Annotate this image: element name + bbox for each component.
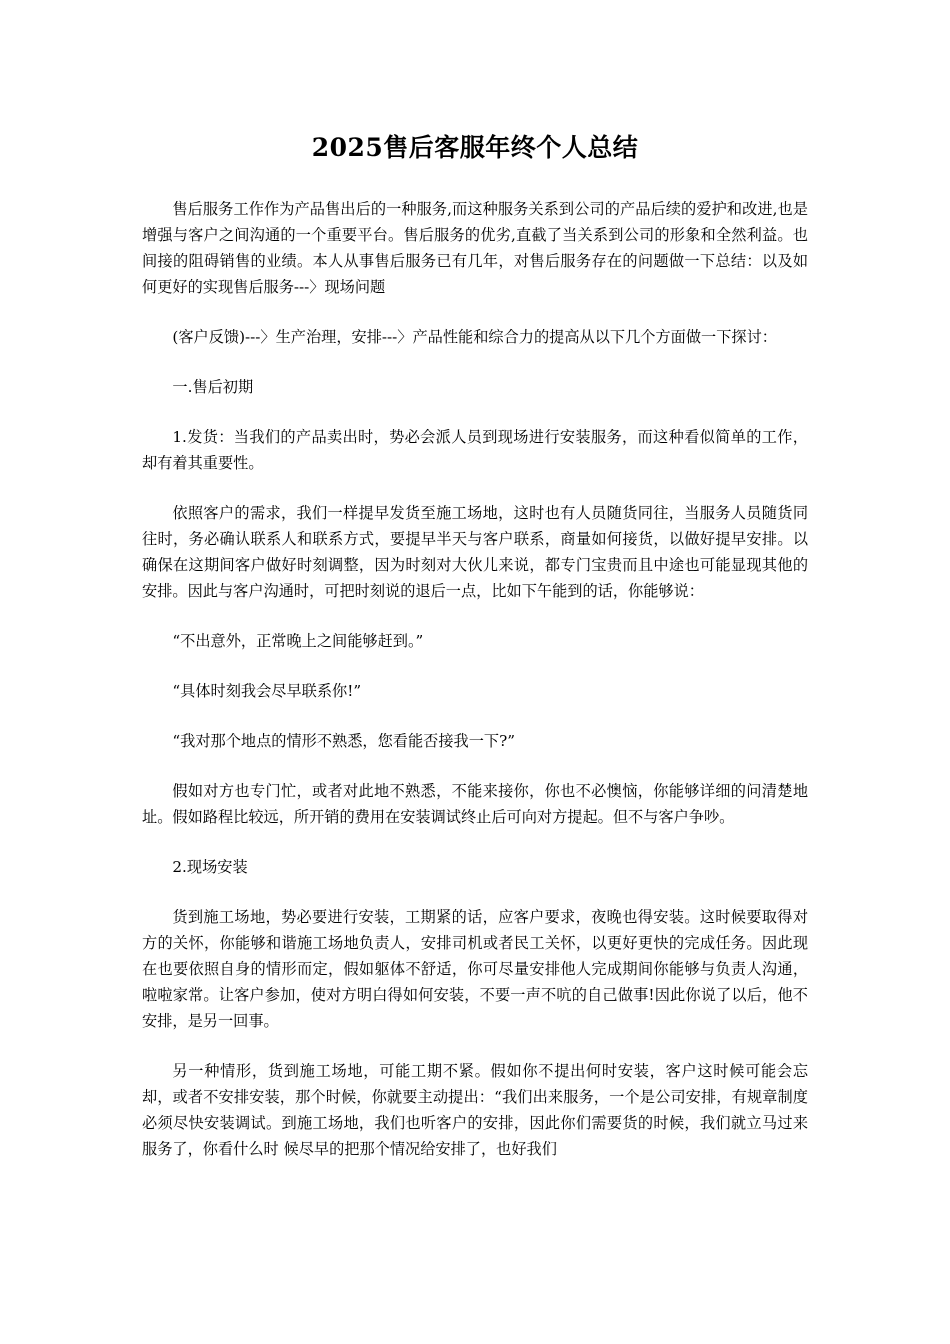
paragraph-shipping: 1.发货：当我们的产品卖出时，势必会派人员到现场进行安装服务，而这种看似简单的工作，却有着其重要性。 — [142, 428, 808, 472]
paragraph-intro: 售后服务工作作为产品售出后的一种服务,而这种服务关系到公司的产品后续的爱护和改进,也是增强与客户之间沟通的一个重要平台。售后服务的优劣,直截了当关系到公司的形象和全然利益。也间接的阻碍销售的业绩。本人从事售后服务已有几年，对售后服务存在的问题做一下总结：以及如何更好的实现售后服务---〉现场问题 — [142, 200, 808, 296]
quote-contact: “具体时刻我会尽早联系你!” — [172, 682, 362, 700]
paragraph-other-case: 另一种情形，货到施工场地，可能工期不紧。假如你不提出何时安装，客户这时候可能会忘却，或者不安排安装，那个时候，你就要主动提出：“我们出来服务，一个是公司安排，有规章制度必须尽快安装调试。到施工场地，我们也听客户的安排，因此你们需要货的时候，我们就立马过来服务了，你看什么时 候尽早的把那个情况给安排了，也好我们 — [142, 1062, 808, 1158]
section-heading-installation: 2.现场安装 — [172, 858, 248, 876]
section-heading-initial: 一.售后初期 — [172, 378, 254, 396]
paragraph-customer-needs: 依照客户的需求，我们一样提早发货至施工场地，这时也有人员随货同往，当服务人员随货同往时，务必确认联系人和联系方式，要提早半天与客户联系，商量如何接货，以做好提早安排。以确保在这期间客户做好时刻调整，因为时刻对大伙儿来说，都专门宝贵而且中途也可能显现其他的安排。因此与客户沟通时，可把时刻说的退后一点，比如下午能到的话，你能够说： — [142, 504, 808, 600]
document-title: 2025售后客服年终个人总结 — [311, 133, 639, 162]
quote-pickup: “我对那个地点的情形不熟悉，您看能否接我一下?” — [172, 732, 515, 750]
paragraph-feedback: (客户反馈)---〉生产治理，安排---〉产品性能和综合力的提高从以下几个方面做一下探讨： — [172, 328, 777, 346]
paragraph-busy-client: 假如对方也专门忙，或者对此地不熟悉，不能来接你，你也不必懊恼，你能够详细的问清楚地址。假如路程比较远，所开销的费用在安装调试终止后可向对方提起。但不与客户争吵。 — [142, 782, 808, 826]
quote-arrival: “不出意外，正常晚上之间能够赶到。” — [172, 632, 424, 650]
paragraph-installation: 货到施工场地，势必要进行安装，工期紧的话，应客户要求，夜晚也得安装。这时候要取得对方的关怀，你能够和谐施工场地负责人，安排司机或者民工关怀，以更好更快的完成任务。因此现在也要依照自身的情形而定，假如躯体不舒适，你可尽量安排他人完成期间你能够与负责人沟通，啦啦家常。让客户参加，使对方明白得如何安装，不要一声不吭的自己做事!因此你说了以后，他不安排，是另一回事。 — [142, 908, 808, 1030]
document-body — [142, 196, 808, 1162]
